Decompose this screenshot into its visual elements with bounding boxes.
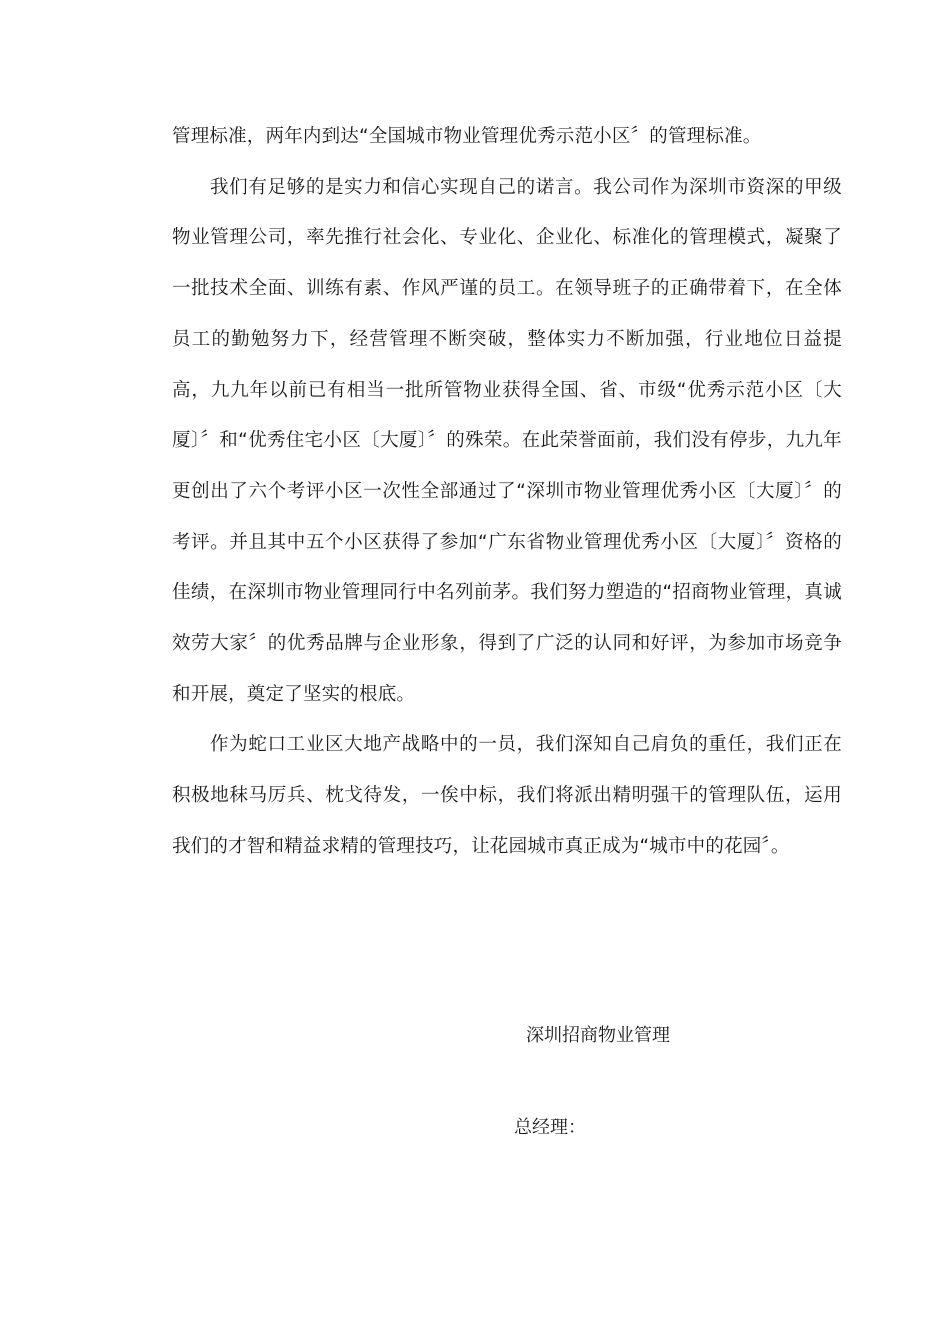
paragraph-3: 作为蛇口工业区大地产战略中的一员，我们深知自己肩负的重任，我们正在积极地秣马厉兵、枕戈待发，一俟中标，我们将派出精明强干的管理队伍，运用我们的才智和精益求精的管理技巧，让花园城市真正成为“城市中的花园〞。 [172, 734, 842, 857]
signature-manager-label: 总经理： [514, 1117, 586, 1138]
letter-body [172, 112, 842, 873]
paragraph-1: 管理标准，两年内到达“全国城市物业管理优秀示范小区〞的管理标准。 [172, 126, 762, 147]
signature-company: 深圳招商物业管理 [526, 1025, 670, 1046]
paragraph-2: 我们有足够的是实力和信心实现自己的诺言。我公司作为深圳市资深的甲级物业管理公司，率先推行社会化、专业化、企业化、标准化的管理模式，凝聚了一批技术全面、训练有素、作风严谨的员工。在领导班子的正确带着下，在全体员工的勤勉努力下，经营管理不断突破，整体实力不断加强，行业地位日益提高，九九年以前已有相当一批所管物业获得全国、省、市级“优秀示范小区〔大厦〕〞和“优秀住宅小区〔大厦〕〞的殊荣。在此荣誉面前，我们没有停步，九九年更创出了六个考评小区一次性全部通过了“深圳市物业管理优秀小区〔大厦〕〞的考评。并且其中五个小区获得了参加“广东省物业管理优秀小区〔大厦〕〞资格的佳绩，在深圳市物业管理同行中名列前茅。我们努力塑造的“招商物业管理，真诚效劳大家〞的优秀品牌与企业形象，得到了广泛的认同和好评，为参加市场竞争和开展，奠定了坚实的根底。 [172, 176, 842, 705]
